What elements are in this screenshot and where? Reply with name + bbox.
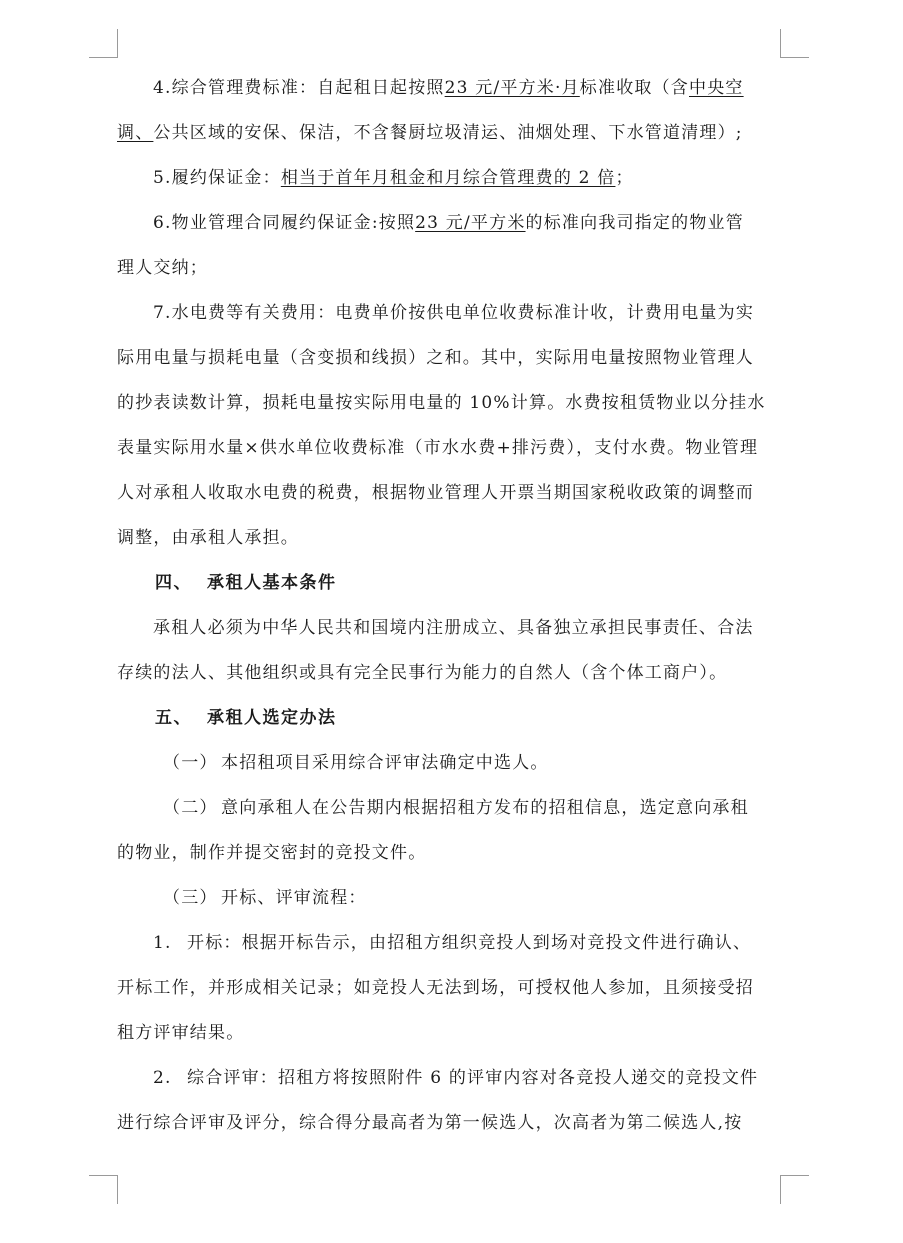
subsection-bid-preparation-line-1 [117,786,826,831]
management-fee-ac: 中央空 [689,78,744,98]
paragraph-tenant-requirements-line-1: 承租人必须为中华人民共和国境内注册成立、具备独立承担民事责任、合法 [153,618,754,638]
section-heading-selection-method [117,696,818,741]
section-heading-tenant-conditions [117,561,818,606]
subsection-text: 意向承租人在公告期内根据招租方发布的招租信息，选定意向承租 [221,798,749,818]
paragraph-tenant-requirements-line-2: 存续的法人、其他组织或具有完全民事行为能力的自然人（含个体工商户）。 [117,663,728,683]
section-title: 承租人选定办法 [207,708,337,728]
section-title: 承租人基本条件 [207,573,337,593]
performance-bond-value: 相当于首年月租金和月综合管理费的 2 倍 [280,168,616,188]
page-corner-mark-top-right [780,29,809,58]
management-fee-label: 4.综合管理费标准：自起租日起按照 [153,78,445,98]
subsection-number: （一） [163,753,218,773]
management-fee-rate: 23 元/平方米·月 [444,78,580,98]
subsection-text: 本招租项目采用综合评审法确定中选人。 [221,753,549,773]
property-bond-rate: 23 元/平方米 [415,213,526,233]
section-number: 五、 [155,708,192,728]
paragraph-utilities-line-5: 人对承租人收取水电费的税费，根据物业管理人开票当期国家税收政策的调整而 [117,483,754,503]
management-fee-ac-cont: 调、 [117,123,154,143]
step-number: 2. [153,1068,172,1088]
step-text: 综合评审：招租方将按照附件 6 的评审内容对各竞投人递交的竞投文件 [187,1068,759,1088]
property-bond-text: 的标准向我司指定的物业管 [525,213,744,233]
step-bid-opening-line-1 [117,921,816,966]
step-bid-opening-line-3: 租方评审结果。 [117,1023,245,1043]
section-number: 四、 [155,573,192,593]
step-number: 1. [153,933,172,953]
subsection-text: 开标、评审流程： [221,888,367,908]
page-corner-mark-bottom-right [780,1175,809,1204]
paragraph-performance-bond [117,156,816,201]
performance-bond-label: 5.履约保证金： [153,168,281,188]
step-text: 开标：根据开标告示，由招租方组织竞投人到场对竞投文件进行确认、 [187,933,752,953]
subsection-number: （二） [163,798,218,818]
paragraph-utilities-line-2: 际用电量与损耗电量（含变损和线损）之和。其中，实际用电量按照物业管理人 [117,348,754,368]
paragraph-management-fee-line-2 [117,111,780,156]
step-evaluation-line-2: 进行综合评审及评分，综合得分最高者为第一候选人，次高者为第二候选人,按 [117,1113,743,1133]
management-fee-scope: 公共区域的安保、保洁，不含餐厨垃圾清运、油烟处理、下水管道清理）; [153,123,743,143]
paragraph-property-bond-line-2: 理人交纳； [117,258,208,278]
paragraph-utilities-line-6: 调整，由承租人承担。 [117,528,299,548]
paragraph-utilities-line-4: 表量实际用水量×供水单位收费标准（市水水费+排污费），支付水费。物业管理 [117,438,759,458]
page-corner-mark-bottom-left [89,1175,118,1204]
subsection-number: （三） [163,888,218,908]
subsection-evaluation-method [117,741,826,786]
paragraph-utilities-line-1: 7.水电费等有关费用：电费单价按供电单位收费标准计收，计费用电量为实 [153,303,755,323]
subsection-bid-preparation-line-2: 的物业，制作并提交密封的竞投文件。 [117,843,427,863]
step-bid-opening-line-2: 开标工作，并形成相关记录；如竞投人无法到场，可授权他人参加，且须接受招 [117,978,754,998]
property-bond-label: 6.物业管理合同履约保证金:按照 [153,213,416,233]
paragraph-management-fee-line-1 [117,66,816,111]
management-fee-text: 标准收取（含 [579,78,689,98]
performance-bond-suffix: ； [615,168,634,188]
paragraph-property-bond-line-1 [117,201,816,246]
step-evaluation-line-1 [117,1056,816,1101]
subsection-process [117,876,826,921]
page-corner-mark-top-left [89,29,118,58]
paragraph-utilities-line-3: 的抄表读数计算，损耗电量按实际用电量的 10%计算。水费按租赁物业以分挂水 [117,393,766,413]
